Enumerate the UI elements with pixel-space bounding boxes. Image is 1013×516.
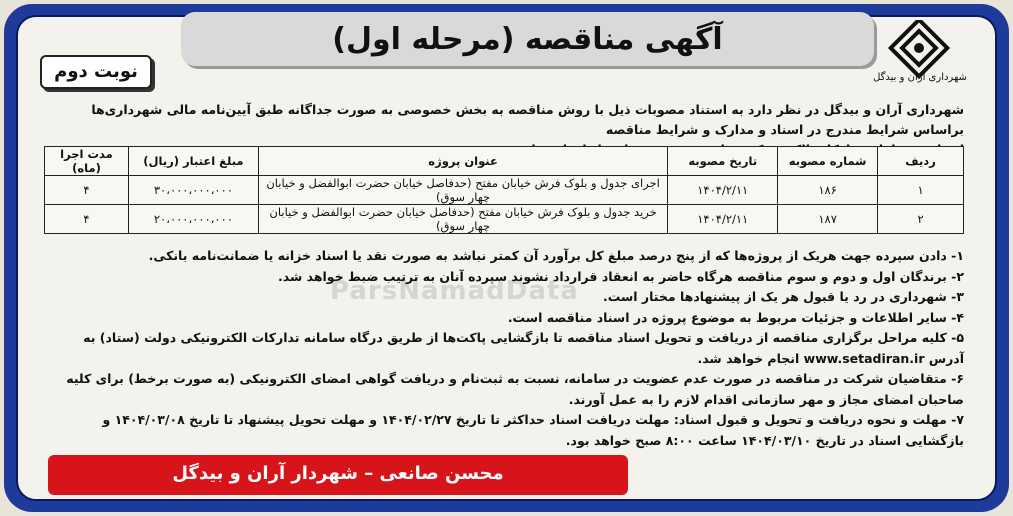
projects-table — [44, 146, 964, 234]
cell-approval-number: ۱۸۶ — [778, 176, 878, 205]
condition-item: ۵- کلیه مراحل برگزاری مناقصه از دریافت و تحویل اسناد مناقصه تا بازگشایی پاکت‌ها از طریق درگاه سامانه تدارکات الکترونیکی دولت (ستاد) به آدرس www.setadiran.ir انجام خواهد شد. — [83, 330, 964, 366]
cell-credit-amount: ۳۰،۰۰۰،۰۰۰،۰۰۰ — [128, 176, 258, 205]
page-title: آگهی مناقصه (مرحله اول) — [332, 22, 723, 57]
mayor-signature: محسن صانعی – شهردار آران و بیدگل — [172, 463, 504, 484]
condition-item: ۴- سایر اطلاعات و جزئیات مربوط به موضوع پروژه در اسناد مناقصه است. — [507, 309, 964, 325]
cell-duration: ۴ — [45, 176, 129, 205]
condition-item: ۱- دادن سپرده جهت هریک از پروژه‌ها که از پنج درصد مبلغ کل برآورد آن کمتر نباشد به صورت نقد یا اسناد خزانه یا ضمانت‌نامه بانکی. — [148, 248, 964, 263]
table-row — [45, 176, 964, 205]
municipality-logo-icon — [883, 20, 959, 98]
condition-item: ۶- متقاضیان شرکت در مناقصه در صورت عدم عضویت در سامانه، نسبت به ثبت‌نام و دریافت گواهی امضای الکترونیکی (به صورت برخط) برای کلیه صاحبان امضای مجاز و مهر سازمانی اقدام لازم را به عمل آورند. — [66, 371, 964, 407]
round-badge: نوبت دوم — [40, 55, 152, 89]
cell-credit-amount: ۲۰،۰۰۰،۰۰۰،۰۰۰ — [128, 205, 258, 234]
header-approval-date: تاریخ مصوبه — [668, 147, 778, 176]
cell-approval-date: ۱۴۰۴/۲/۱۱ — [668, 176, 778, 205]
intro-line: شهرداری آران و بیدگل در نظر دارد به استناد مصوبات ذیل با روش مناقصه به بخش خصوصی به صورت جداگانه طبق آیین‌نامه مالی شهرداری‌ها براساس شرایط مندرج در اسناد و مدارک و شرایط مناقصه — [91, 102, 964, 137]
header-credit-amount: مبلغ اعتبار (ریال) — [128, 147, 258, 176]
condition-item: ۷- مهلت و نحوه دریافت و تحویل و قبول اسناد: مهلت دریافت اسناد حداکثر تا تاریخ ۱۴۰۴/۰۲/۲۷ و مهلت تحویل پیشنهاد تا تاریخ ۱۴۰۴/۰۳/۰۸ و بازگشایی اسناد در تاریخ ۱۴۰۴/۰۳/۱۰ ساعت ۸:۰۰ صبح خواهد بود. — [102, 412, 964, 448]
watermark: ParsNamadData — [330, 276, 579, 306]
cell-duration: ۴ — [45, 205, 129, 234]
logo-caption: شهرداری آران و بیدگل — [873, 72, 967, 83]
signature-banner — [48, 455, 628, 495]
header-project-title: عنوان پروژه — [258, 147, 667, 176]
cell-row-number: ۲ — [878, 205, 964, 234]
conditions-list — [44, 246, 964, 451]
cell-row-number: ۱ — [878, 176, 964, 205]
header-duration: مدت اجرا (ماه) — [45, 147, 129, 176]
cell-project-title: اجرای جدول و بلوک فرش خیابان مفتح (حدفاصل خیابان حضرت ابوالفضل و خیابان چهار سوق) — [258, 176, 667, 205]
condition-item: ۲- برندگان اول و دوم و سوم مناقصه هرگاه حاضر به انعقاد قرارداد نشوند سپرده آنان به ترتیب ضبط خواهد شد. — [278, 268, 964, 284]
table-header-row — [45, 147, 964, 176]
title-banner — [181, 12, 874, 66]
cell-approval-number: ۱۸۷ — [778, 205, 878, 234]
header-approval-number: شماره مصوبه — [778, 147, 878, 176]
header-row-number: ردیف — [878, 147, 964, 176]
table-row — [45, 205, 964, 234]
cell-project-title: خرید جدول و بلوک فرش خیابان مفتح (حدفاصل خیابان حضرت ابوالفضل و خیابان چهار سوق) — [258, 205, 667, 234]
condition-item: ۳- شهرداری در رد یا قبول هر یک از پیشنهادها مختار است. — [602, 289, 964, 304]
cell-approval-date: ۱۴۰۴/۲/۱۱ — [668, 205, 778, 234]
